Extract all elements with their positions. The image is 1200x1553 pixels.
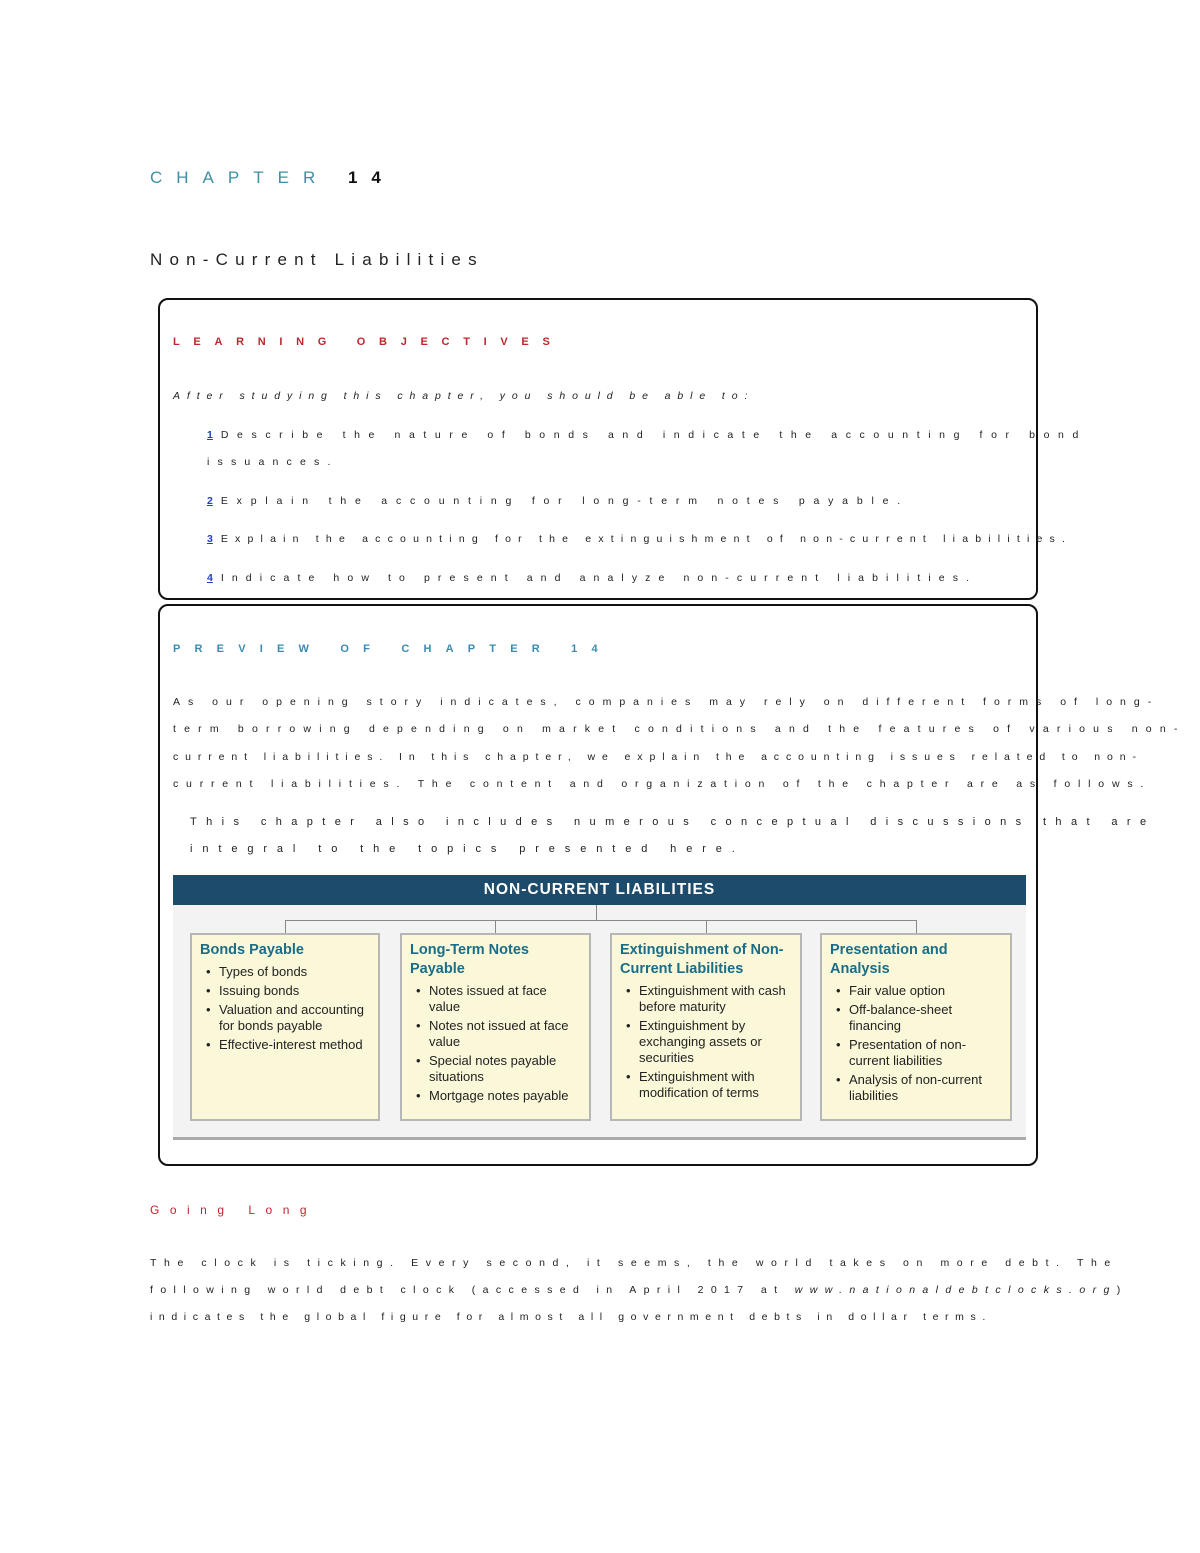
- box-item: • Notes issued at face value: [429, 983, 581, 1015]
- bonds-payable-box: [190, 933, 380, 1121]
- box-title: Presentation and Analysis: [830, 942, 948, 977]
- box-item: • Types of bonds: [219, 964, 370, 980]
- conceptual-line: This chapter also includes numerous conceptual discussions that are: [190, 816, 1156, 828]
- body-text-line: The clock is ticking. Every second, it seems, the world takes on more debt. The: [150, 1257, 1118, 1269]
- preview-paragraph-line: current liabilities. The content and organization of the chapter are as follows.: [173, 778, 1152, 790]
- preview-paragraph-line: term borrowing depending on market conditions and the features of various non-: [173, 723, 1186, 735]
- objective-1-link[interactable]: 1: [207, 429, 213, 441]
- box-item: • Special notes payable situations: [429, 1053, 581, 1085]
- extinguishment-box: [610, 933, 802, 1121]
- objective-2-text: Explain the accounting for long-term notes payable.: [220, 495, 909, 507]
- box-item: • Mortgage notes payable: [429, 1088, 581, 1104]
- box-item: • Notes not issued at face value: [429, 1018, 581, 1050]
- objective-3-link[interactable]: 3: [207, 533, 213, 545]
- learning-objectives-heading: LEARNING OBJECTIVES: [173, 336, 564, 348]
- objective-1-text-line2: issuances.: [207, 456, 339, 468]
- box-title: Bonds Payable: [200, 942, 304, 958]
- box-item: • Off-balance-sheet financing: [849, 1002, 1002, 1034]
- figure-title: NON-CURRENT LIABILITIES: [173, 875, 1026, 905]
- page-title: Non-Current Liabilities: [150, 250, 484, 269]
- section-heading: Going Long: [150, 1203, 318, 1217]
- box-item: • Effective-interest method: [219, 1037, 370, 1053]
- body-text-line: indicates the global figure for almost all government debts in dollar terms.: [150, 1311, 992, 1323]
- learning-objectives-intro: After studying this chapter, you should be able to:: [173, 390, 755, 402]
- objective-1-text: Describe the nature of bonds and indicate the accounting for bond: [220, 429, 1087, 441]
- preview-paragraph-line: As our opening story indicates, companies may rely on different forms of long-: [173, 696, 1160, 708]
- box-item: • Analysis of non-current liabilities: [849, 1072, 1002, 1104]
- chapter-label: [150, 168, 395, 188]
- objective-4-text: Indicate how to present and analyze non-current liabilities.: [220, 572, 978, 584]
- box-title: Long-Term Notes Payable: [410, 942, 529, 977]
- preview-heading: PREVIEW OF CHAPTER 14: [173, 643, 612, 655]
- chapter-word: CHAPTER: [150, 168, 330, 187]
- body-text-segment: ): [1116, 1284, 1128, 1296]
- objective-3-text: Explain the accounting for the extinguishment of non-current liabilities.: [220, 533, 1073, 545]
- body-text-segment: following world debt clock (accessed in April 2017 at: [150, 1284, 795, 1296]
- connector-line: [495, 920, 496, 934]
- box-item: • Extinguishment with modification of terms: [639, 1069, 792, 1101]
- connector-line: [285, 920, 917, 921]
- connector-line: [916, 920, 917, 934]
- preview-paragraph-line: current liabilities. In this chapter, we explain the accounting issues related to non-: [173, 751, 1143, 763]
- connector-line: [706, 920, 707, 934]
- box-item: • Presentation of non-current liabilities: [849, 1037, 1002, 1069]
- box-item: • Extinguishment with cash before maturity: [639, 983, 792, 1015]
- box-item: • Extinguishment by exchanging assets or securities: [639, 1018, 792, 1066]
- body-text-line: [150, 1284, 1128, 1296]
- debt-clock-link[interactable]: www.nationaldebtclocks.org: [794, 1284, 1117, 1296]
- objective-4: [207, 572, 977, 584]
- box-item: • Valuation and accounting for bonds payable: [219, 1002, 370, 1034]
- objective-2: [207, 495, 909, 507]
- box-item: • Issuing bonds: [219, 983, 370, 999]
- long-term-notes-box: [400, 933, 591, 1121]
- presentation-analysis-box: [820, 933, 1012, 1121]
- connector-line: [596, 905, 597, 920]
- objective-2-link[interactable]: 2: [207, 495, 213, 507]
- box-title: Extinguishment of Non-Current Liabilities: [620, 942, 784, 977]
- chapter-organization-chart: [173, 875, 1026, 1140]
- objective-4-link[interactable]: 4: [207, 572, 213, 584]
- chapter-number: 14: [347, 168, 395, 187]
- objective-3: [207, 533, 1072, 545]
- conceptual-line: integral to the topics presented here.: [190, 843, 745, 855]
- objective-1: [207, 429, 1087, 441]
- connector-line: [285, 920, 286, 934]
- box-item: • Fair value option: [849, 983, 1002, 999]
